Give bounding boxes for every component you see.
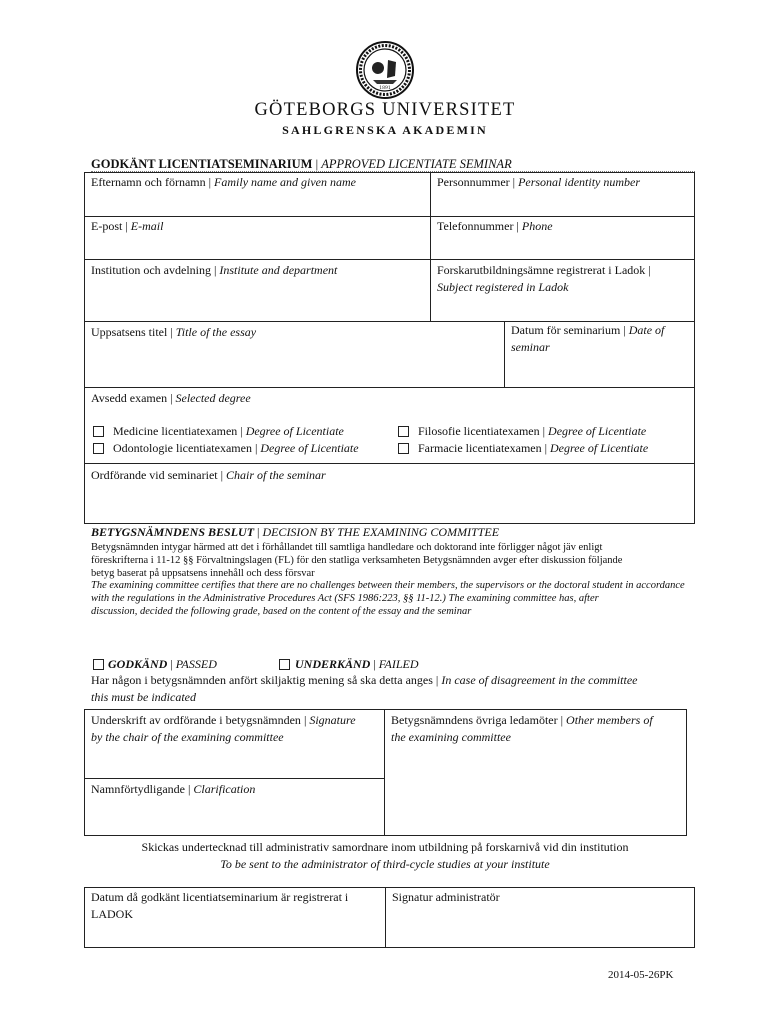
degree-pharmacy-label: Farmacie licentiatexamen | Degree of Licentiate [418, 441, 649, 455]
svg-text:1891: 1891 [379, 86, 391, 91]
degree-medicine-checkbox[interactable] [93, 426, 104, 437]
passed-checkbox[interactable] [93, 659, 104, 670]
university-seal-logo [355, 40, 415, 100]
name-field[interactable]: Efternamn och förnamn | Family name and given name [91, 175, 356, 189]
faculty-name: SAHLGRENSKA AKADEMIN [282, 123, 488, 137]
seminar-date-field[interactable]: Datum för seminarium | Date of seminar [511, 323, 665, 354]
disagreement-note: Har någon i betygsnämnden anfört skiljaktig mening så ska detta anges | In case of disagreement in the committee this must be indicated [91, 673, 638, 704]
send-instruction-sv: Skickas undertecknad till administrativ samordnare inom utbildning på forskarnivå vid din institution [141, 840, 629, 854]
essay-title-field[interactable]: Uppsatsens titel | Title of the essay [91, 325, 257, 339]
form-title: GODKÄNT LICENTIATSEMINARIUM | APPROVED LICENTIATE SEMINAR [91, 157, 512, 171]
form-title-en: APPROVED LICENTIATE SEMINAR [321, 157, 512, 171]
degree-label: Avsedd examen | Selected degree [91, 391, 251, 405]
members-signature-field[interactable]: Betygsnämndens övriga ledamöter | Other members of the examining committee [391, 713, 653, 744]
decision-title: BETYGSNÄMNDENS BESLUT | DECISION BY THE EXAMINING COMMITTEE [91, 525, 500, 539]
admin-signature-field[interactable]: Signatur administratör [392, 890, 500, 904]
passed-label: GODKÄND | PASSED [108, 657, 217, 671]
personal-id-field[interactable]: Personnummer | Personal identity number [437, 175, 641, 189]
failed-checkbox[interactable] [279, 659, 290, 670]
form-title-sv: GODKÄNT LICENTIATSEMINARIUM [91, 157, 313, 171]
ladok-registration-date-field[interactable]: Datum då godkänt licentiatseminarium är registrerat i LADOK [91, 890, 349, 921]
failed-label: UNDERKÄND | FAILED [295, 657, 419, 671]
degree-odontology-checkbox[interactable] [93, 443, 104, 454]
chair-field[interactable]: Ordförande vid seminariet | Chair of the seminar [91, 468, 326, 482]
decision-text-en: The examining committee certifies that there are no challenges between their members, the supervisors or the doctoral student in accordance with the regulations in the Administrative Procedures Act (SFS 1986:223, §§ 11-12.) The examining committee has, after discussion, decided the following grade, based on the content of the essay and the seminar [91, 580, 685, 617]
clarification-field[interactable]: Namnförtydligande | Clarification [91, 782, 256, 796]
chair-signature-field[interactable]: Underskrift av ordförande i betygsnämnden | Signature by the chair of the examining committee [91, 713, 356, 744]
document-code: 2014-05-26PK [608, 969, 674, 981]
university-name: GÖTEBORGS UNIVERSITET [254, 100, 516, 120]
email-field[interactable]: E-post | E-mail [91, 219, 164, 233]
degree-philosophy-label: Filosofie licentiatexamen | Degree of Licentiate [418, 424, 647, 438]
degree-medicine-label: Medicine licentiatexamen | Degree of Licentiate [113, 424, 344, 438]
send-instruction-en: To be sent to the administrator of third-cycle studies at your institute [220, 857, 550, 871]
subject-field[interactable]: Forskarutbildningsämne registrerat i Ladok | Subject registered in Ladok [437, 263, 651, 294]
degree-odontology-label: Odontologie licentiatexamen | Degree of Licentiate [113, 441, 359, 455]
decision-text-sv: Betygsnämnden intygar härmed att det i förhållandet till samtliga handledare och doktorand inte förligger något jäv enligt föreskrifterna i 11-12 §§ Förvaltningslagen (FL) för den statliga verksamheten Betygsnämnden avger efter diskussion följande betyg baserat på uppsatsens innehåll och dess försvar [91, 542, 623, 579]
degree-pharmacy-checkbox[interactable] [398, 443, 409, 454]
degree-philosophy-checkbox[interactable] [398, 426, 409, 437]
phone-field[interactable]: Telefonnummer | Phone [437, 219, 553, 233]
institute-field[interactable]: Institution och avdelning | Institute and department [91, 263, 338, 277]
